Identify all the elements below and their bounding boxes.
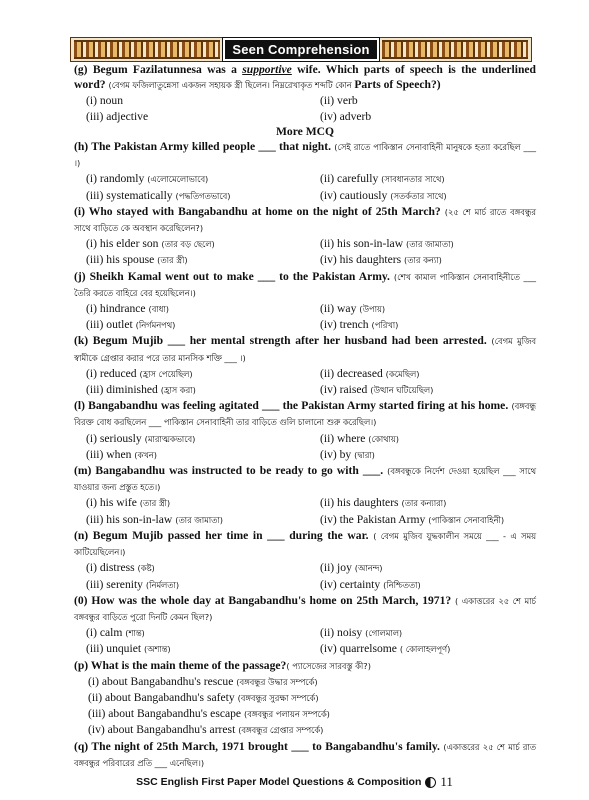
question-text: (h) The Pakistan Army killed people ___ that night. [74,140,331,154]
mcq-question [74,593,536,625]
option: (iii) diminished (হ্রাস করা) [86,383,196,397]
option: (ii) verb [320,94,358,108]
question-text: (0) How was the whole day at Bangabandhu's home on 25th March, 1971? [74,593,452,607]
question-translation: (বেগম ফজিলাতুন্নেসা একজন সহায়ক স্ত্রী ছিলেন। নিম্নরেখাকৃত শব্দটি কোন [108,80,355,91]
question-text: (g) Begum Fazilatunnesa was a [74,63,243,76]
page-number: 11 [440,774,453,789]
option: (iv) certainty (নিশ্চিততা) [320,577,421,591]
question-text: Parts of Speech?) [354,78,441,92]
option: (iv) trench (পরিখা) [320,318,399,332]
option: (i) calm (শান্ত) [86,626,145,640]
mcq-options [74,366,536,398]
option: (i) his elder son (তার বড় ছেলে) [86,237,215,251]
question-translation: (সেই রাতে পাকিস্তান সেনাবাহিনী মানুষকে হত্যা করেছিল ___ ।) [74,142,536,169]
question-translation: (একাত্তরের ২৫ শে মার্চ রাত বঙ্গবন্ধুর পরিবারের প্রতি ___ এনেছিল।) [74,741,536,768]
question-translation: (২৫ শে মার্চ রাতে বঙ্গবন্ধুর সাথে বাড়িতে কে অবস্থান করেছিলেন?) [74,206,536,234]
section-banner [70,37,532,62]
options-p [74,674,536,739]
option: (ii) way (উপায়) [320,302,386,316]
option: (iii) his spouse (তার স্ত্রী) [86,253,188,267]
option: (iv) cautiously (সতর্কতার সাথে) [320,188,447,202]
mcq-question [74,528,536,560]
question-translation: (বঙ্গবন্ধু বিরক্ত বোধ করছিলেন ___ পাকিস্তান সেনাবাহিনী তার বাড়িতে গুলি চালানো শুরু করেছিল।) [74,401,536,428]
question-text: (n) Begum Mujib passed her time in ___ during the war. [74,528,369,542]
option: (iv) about Bangabandhu's arrest (বঙ্গবন্ধুর গ্রেপ্তার সম্পর্কে) [88,723,324,737]
mcq-options [74,625,536,657]
mcq-options [74,171,536,203]
question-content [74,62,536,771]
option: (ii) his son-in-law (তার জামাতা) [320,237,454,251]
question-text: wife. Which parts of speech is the underlined word? [74,63,536,92]
option: (iv) quarrelsome ( কোলাহলপূর্ণ) [320,642,451,656]
option: (iv) adverb [320,109,372,123]
mcq-question [74,333,536,365]
option: (iii) unquiet (অশান্ত) [86,642,171,656]
banner-title: Seen Comprehension [223,38,378,61]
option: (iii) serenity (নির্মলতা) [86,577,180,591]
option: (ii) about Bangabandhu's safety (বঙ্গবন্ধুর সুরক্ষা সম্পর্কে) [88,690,319,704]
option: (i) his wife (তার স্ত্রী) [86,496,171,510]
option: (i) reduced (হ্রাস পেয়েছিল) [86,366,193,380]
options-g [74,93,536,123]
question-translation: ( প্যাসেজের সারবস্তু কী?) [286,660,371,671]
question-text: (m) Bangabandhu was instructed to be ready to go with ___. [74,464,384,478]
mcq-options [74,495,536,527]
ornament-left [74,40,220,59]
question-text: (k) Begum Mujib ___ her mental strength after her husband had been arrested. [74,334,487,348]
mcq-options [74,236,536,268]
mcq-question [74,204,536,236]
mcq-options [74,301,536,333]
option: (ii) where (কোথায়) [320,431,400,445]
mcq-question [74,139,536,171]
half-circle-icon [425,777,436,788]
option: (iv) raised (উত্থান ঘটিয়েছিল) [320,383,434,397]
mcq-options [74,431,536,463]
option: (i) about Bangabandhu's rescue (বঙ্গবন্ধুর উদ্ধার সম্পর্কে) [88,674,318,688]
option: (iv) the Pakistan Army (পাকিস্তান সেনাবাহিনী) [320,512,505,526]
option: (ii) his daughters (তার কন্যারা) [320,496,447,510]
option: (iii) systematically (পদ্ধতিগতভাবে) [86,188,231,202]
question-translation: ( একাত্তরের ২৫ শে মার্চ বঙ্গবন্ধুর বাড়িতে পুরো দিনটি কেমন ছিল?) [74,595,537,622]
option: (iv) his daughters (তার কন্যা) [320,253,442,267]
question-translation: (শেখ কামাল পাকিস্তান সেনাবাহিনীতে ___ তৈরি করতে বাহিরে বের হয়েছিলেন।) [74,271,537,298]
mcq-question [74,269,536,301]
question-text: (j) Sheikh Kamal went out to make ___ to the Pakistan Army. [74,269,390,283]
question-text: (p) What is the main theme of the passage? [74,658,287,672]
option: (iii) his son-in-law (তার জামাতা) [86,512,223,526]
section-heading: More MCQ [275,124,335,138]
option: (iii) adjective [86,109,149,123]
option: (i) noun [86,94,124,108]
question-translation: ( বেগম মুজিব যুদ্ধকালীন সময়ে ___ - এ সময় কাটিয়েছিলেন।) [74,530,536,558]
question-text: (i) Who stayed with Bangabandhu at home on the night of 25th March? [74,204,441,218]
option: (i) randomly (এলোমেলোভাবে) [86,172,209,186]
mcq-question [74,398,536,430]
underlined-word: supportive [242,63,292,76]
option: (iv) by (দ্বারা) [320,447,375,461]
question-g [74,62,536,93]
option: (ii) joy (আনন্দ) [320,561,383,575]
option: (i) seriously (মারাত্মকভাবে) [86,431,196,445]
mcq-list [74,139,536,658]
question-translation: (বঙ্গবন্ধুকে নির্দেশ দেওয়া হয়েছিল ___ সাথে যাওয়ার জন্য প্রস্তুত হতে।) [74,466,536,493]
question-text: (q) The night of 25th March, 1971 brought ___ to Bangabandhu's family. [74,739,440,753]
question-q [74,739,536,771]
option: (ii) decreased (কমেছিল) [320,366,420,380]
footer-title: SSC English First Paper Model Questions & Composition [136,776,422,788]
option: (ii) noisy (গোলমাল) [320,626,403,640]
question-p [74,658,536,674]
option: (ii) carefully (সাবধানতার সাথে) [320,172,445,186]
mcq-options [74,560,536,592]
option: (iii) about Bangabandhu's escape (বঙ্গবন্ধুর পলায়ন সম্পর্কে) [88,707,330,721]
mcq-question [74,463,536,495]
ornament-right [382,40,528,59]
option: (iii) outlet (নির্গমনপথ) [86,318,176,332]
question-translation: (বেগম মুজিব স্বামীকে গ্রেপ্তার করার পরে তার মানসিক শক্তি ___ ।) [74,336,536,363]
page-footer [0,774,589,790]
option: (i) hindrance (বাধা) [86,302,170,316]
question-text: (l) Bangabandhu was feeling agitated ___ the Pakistan Army started firing at his home. [74,399,509,413]
option: (iii) when (কখন) [86,447,157,461]
option: (i) distress (কষ্ট) [86,561,155,575]
